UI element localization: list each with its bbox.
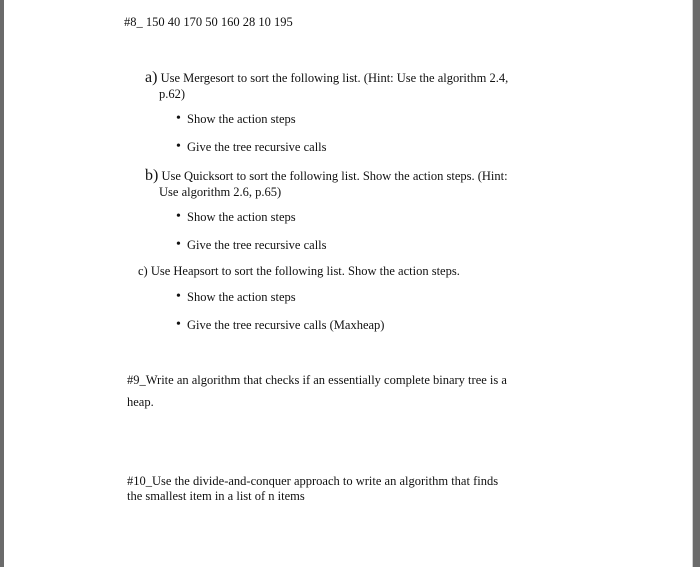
bullet-dot: •	[176, 237, 181, 252]
part-a-bullet-2: Give the tree recursive calls	[187, 140, 327, 154]
bullet-dot: •	[176, 289, 181, 304]
part-b-label: b)	[145, 167, 159, 184]
part-b-bullet-1: Show the action steps	[187, 210, 296, 224]
part-a-text: Use Mergesort to sort the following list. (Hint: Use the algorithm 2.4,	[160, 71, 509, 85]
part-a-label: a)	[145, 69, 158, 86]
question-8-list: #8_ 150 40 170 50 160 28 10 195	[124, 15, 293, 29]
part-b-line-1	[145, 169, 508, 183]
part-a-bullet-1: Show the action steps	[187, 112, 296, 126]
bullet-dot: •	[176, 209, 181, 224]
part-a-line-2: p.62)	[159, 87, 186, 101]
bullet-dot: •	[176, 317, 181, 332]
part-a-line-1	[145, 71, 508, 85]
part-c-line: c) Use Heapsort to sort the following list. Show the action steps.	[138, 264, 460, 278]
question-9-line-1: #9_Write an algorithm that checks if an essentially complete binary tree is a	[127, 373, 507, 387]
part-b-text: Use Quicksort to sort the following list. Show the action steps. (Hint:	[161, 169, 508, 183]
bullet-dot: •	[176, 139, 181, 154]
document-page	[4, 0, 693, 567]
question-10-line-1: #10_Use the divide-and-conquer approach to write an algorithm that finds	[127, 474, 499, 488]
question-9-line-2: heap.	[127, 395, 154, 409]
part-c-bullet-1: Show the action steps	[187, 290, 296, 304]
part-c-bullet-2: Give the tree recursive calls (Maxheap)	[187, 318, 385, 332]
part-b-line-2: Use algorithm 2.6, p.65)	[159, 185, 282, 199]
bullet-dot: •	[176, 111, 181, 126]
part-b-bullet-2: Give the tree recursive calls	[187, 238, 327, 252]
question-10-line-2: the smallest item in a list of n items	[127, 489, 305, 503]
